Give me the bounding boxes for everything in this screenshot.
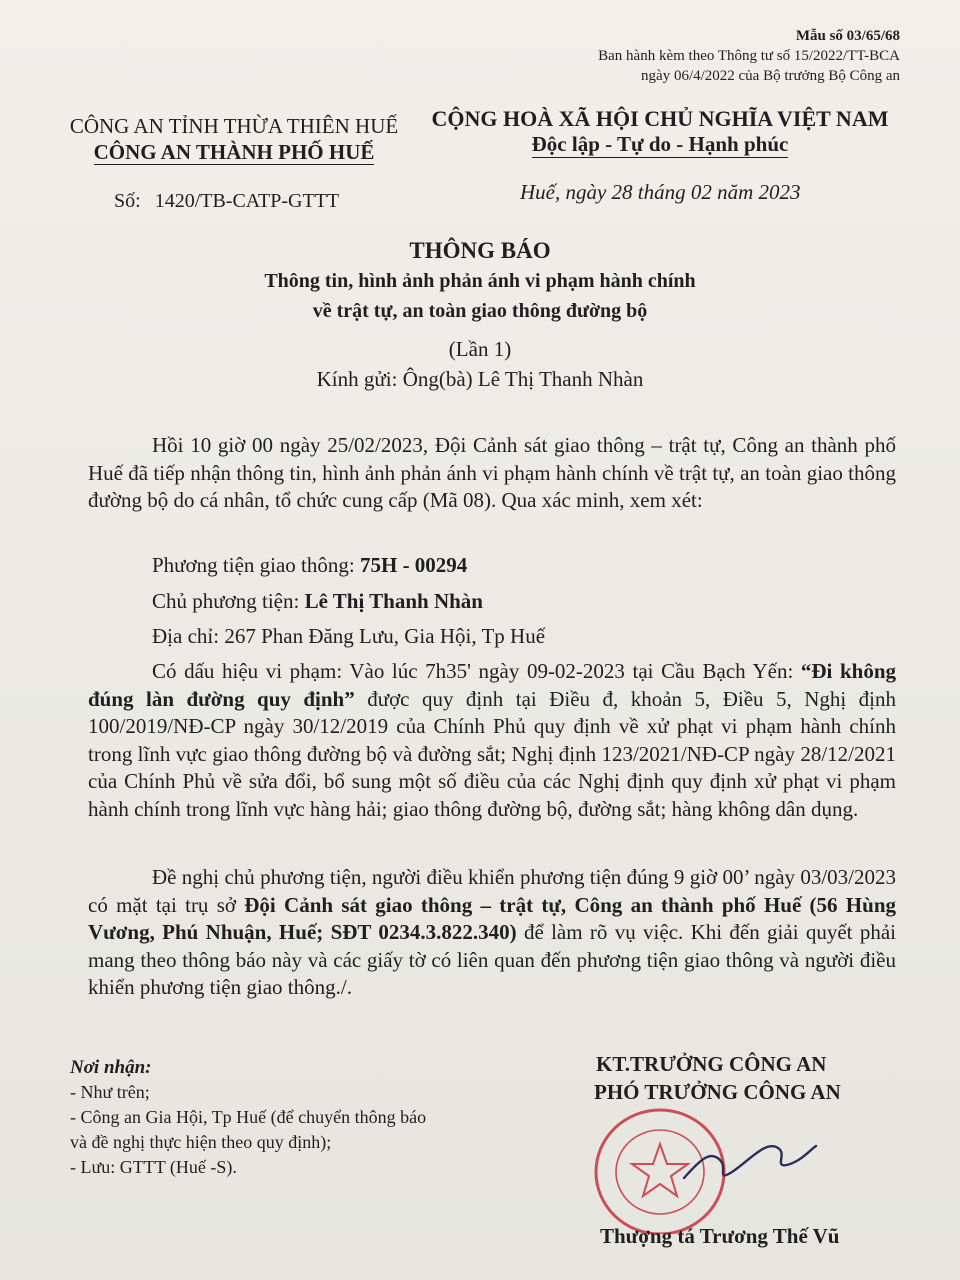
document-number-value: 1420/TB-CATP-GTTT — [154, 190, 340, 212]
signature-title-line2: PHÓ TRƯỞNG CÔNG AN — [594, 1080, 841, 1104]
address-field — [152, 624, 545, 649]
national-motto — [430, 132, 890, 157]
issuing-agency — [64, 140, 404, 165]
signature-title-line1: KT.TRƯỞNG CÔNG AN — [596, 1052, 827, 1076]
violation-name: “Đi không đúng làn đường quy định” — [88, 659, 896, 711]
violation-paragraph — [88, 658, 896, 823]
recipient-line: - Như trên; — [70, 1082, 150, 1102]
document-number — [114, 190, 339, 213]
recipients-heading: Nơi nhận: — [70, 1057, 152, 1078]
document-number-label: Số: — [114, 190, 141, 212]
vehicle-label: Phương tiện giao thông: — [152, 553, 360, 577]
owner-name: Lê Thị Thanh Nhàn — [304, 589, 483, 613]
request-rest: để làm rõ vụ việc. Khi đến giải quyết phải mang theo thông báo này và các giấy tờ có liên quan đến phương tiện giao thông và người điều khiển phương tiện giao thông./. — [88, 920, 896, 999]
violation-prefix: Có dấu hiệu vi phạm: Vào lúc 7h35' ngày 09-02-2023 tại Cầu Bạch Yến: — [152, 659, 801, 683]
form-number: Mẫu số 03/65/68 — [795, 28, 900, 44]
document-subtitle-line1: Thông tin, hình ảnh phản ánh vi phạm hành chính — [264, 270, 696, 292]
owner-label: Chủ phương tiện: — [152, 589, 305, 613]
place-date: Huế, ngày 28 tháng 02 năm 2023 — [520, 180, 801, 204]
recipient-line: và đề nghị thực hiện theo quy định); — [70, 1132, 332, 1152]
national-motto-text: Độc lập - Tự do - Hạnh phúc — [531, 132, 789, 156]
vehicle-field — [152, 553, 467, 578]
request-paragraph — [88, 864, 896, 1002]
form-issued-line2: ngày 06/4/2022 của Bộ trưởng Bộ Công an — [641, 68, 900, 84]
document-subtitle-line2: về trật tự, an toàn giao thông đường bộ — [312, 300, 648, 322]
addressee: Kính gửi: Ông(bà) Lê Thị Thanh Nhàn — [316, 367, 644, 391]
handwritten-signature — [680, 1120, 820, 1190]
address-value: 267 Phan Đăng Lưu, Gia Hội, Tp Huế — [224, 624, 546, 648]
violation-legal-basis: được quy định tại Điều đ, khoản 5, Điều 5, Nghị định 100/2019/NĐ-CP ngày 30/12/2019 của Chính Phủ quy định về xử phạt vi phạm hành chính trong lĩnh vực giao thông đường bộ và đường sắt; Nghị định 123/2021/NĐ-CP ngày 28/12/2021 của Chính Phủ về sửa đổi, bổ sung một số điều của các Nghị định quy định xử phạt vi phạm hành chính trong lĩnh vực hàng hải; giao thông đường bộ, đường sắt; hàng không dân dụng. — [88, 686, 896, 821]
notice-occurrence: (Lần 1) — [448, 337, 512, 361]
recipient-line: - Công an Gia Hội, Tp Huế (để chuyển thông báo — [70, 1107, 427, 1127]
recipients-block — [70, 1055, 426, 1180]
request-office: Đội Cảnh sát giao thông – trật tự, Công an thành phố Huế (56 Hùng Vương, Phú Nhuận, Huế; SĐT 0234.3.822.340) — [88, 892, 897, 944]
signer-name: Thượng tá Trương Thế Vũ — [600, 1224, 840, 1248]
document-title: THÔNG BÁO — [409, 238, 551, 263]
address-label: Địa chỉ: — [152, 624, 225, 648]
recipient-line: - Lưu: GTTT (Huế -S). — [70, 1157, 237, 1177]
intro-paragraph: Hồi 10 giờ 00 ngày 25/02/2023, Đội Cảnh sát giao thông – trật tự, Công an thành phố Huế đã tiếp nhận thông tin, hình ảnh phản ánh vi phạm hành chính về trật tự, an toàn giao thông đường bộ do cá nhân, tổ chức cung cấp (Mã 08). Qua xác minh, xem xét: — [88, 433, 896, 512]
request-prefix: Đề nghị chủ phương tiện, người điều khiển phương tiện đúng 9 giờ 00’ ngày 03/03/2023 có mặt tại trụ sở — [88, 865, 896, 917]
issuing-agency-name: CÔNG AN THÀNH PHỐ HUẾ — [93, 140, 375, 164]
national-name: CỘNG HOÀ XÃ HỘI CHỦ NGHĨA VIỆT NAM — [431, 106, 889, 131]
vehicle-plate: 75H - 00294 — [359, 553, 468, 577]
owner-field — [152, 589, 483, 614]
form-issued-line1: Ban hành kèm theo Thông tư số 15/2022/TT-BCA — [598, 48, 900, 64]
form-reference — [598, 26, 900, 86]
parent-agency: CÔNG AN TỈNH THỪA THIÊN HUẾ — [69, 114, 399, 138]
